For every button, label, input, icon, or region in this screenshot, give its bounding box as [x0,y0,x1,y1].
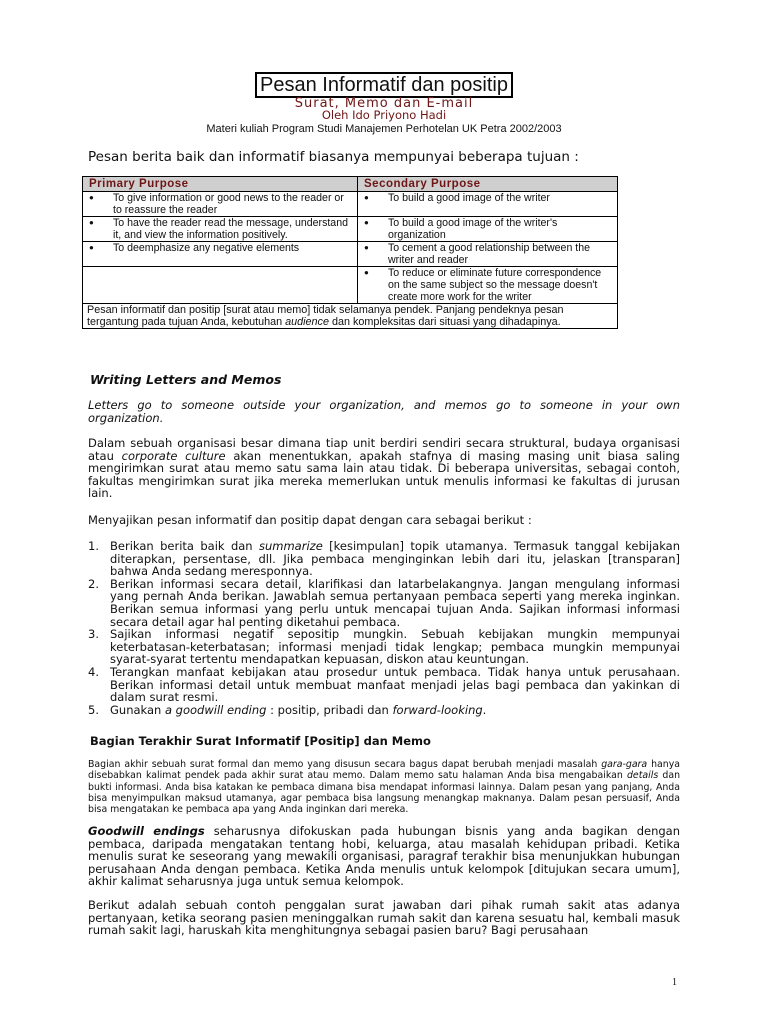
table-cell: To build a good image of the writer [388,192,550,204]
table-cell: To cement a good relationship between the writer and reader [388,242,591,266]
secondary-purpose-header: Secondary Purpose [358,177,618,192]
table-cell: To build a good image of the writer's organization [388,217,558,241]
table-cell-empty [83,267,358,304]
table-cell: To reduce or eliminate future correspondence on the same subject so the message doesn't create more work for the writer [388,267,602,303]
closing-paragraph: Bagian akhir sebuah surat formal dan memo yang disusun secara bagus dapat berubah menjadi masalah gara-gara hanya disebabkan kalimat pendek pada akhir surat atau memo. Dalam memo satu halaman Anda bisa mengabaikan details dan bukti informasi. Anda bisa katakan ke pembaca dimana bisa mendapat informasi lainnya. Dalam pesan yang panjang, Anda bisa menyimpulkan maksud utamanya, agar pembaca bisa langsung menangkap maknanya. Dalam pesan persuasif, Anda bisa mengatakan ke pembaca apa yang Anda inginkan dari mereka. [88,759,681,816]
author: Oleh Ido Priyono Hadi [321,108,447,122]
steps-list [88,540,680,716]
bullet-icon: ● [364,243,369,252]
bullet-icon: ● [364,218,369,227]
table-cell: To deemphasize any negative elements [113,242,300,254]
subtitle: Surat, Memo dan E-mail [294,96,474,111]
table-row [83,192,618,217]
bullet-icon: ● [89,193,94,202]
presentation-paragraph: Menyajikan pesan informatif dan positip dapat dengan cara sebagai berikut : [88,513,532,527]
list-item: 1. Berikan berita baik dan summarize [kesimpulan] topik utamanya. Termasuk tanggal kebijakan diterapkan, persentase, dll. Jika pembaca menginginkan lebih dari itu, jelaskan [transparan] bahwa Anda sedang meresponnya. [88,539,681,579]
bullet-icon: ● [364,193,369,202]
list-item: 3. Sajikan informasi negatif sepositip mungkin. Sebuah kebijakan mungkin mempunyai keterbatasan-keterbatasan; informasi menjadi tidak lengkap; pembaca mungkin mempunyai syarat-syarat tertentu mendapatkan kepuasan, diskon atau keuntungan. [88,627,680,667]
goodwill-paragraph: Goodwill endings seharusnya difokuskan pada hubungan bisnis yang anda bagikan dengan pembaca, daripada mengatakan tentang hobi, keluarga, atau masalah kehidupan pribadi. Ketika menulis surat ke seseorang yang mewakili organisasi, paragraf terakhir bisa menunjukkan hubungan perusahaan Anda dengan pembaca. Ketika Anda menulis untuk kelompok [ditujukan secara umum], akhir kalimat seharusnya juga untuk semua kelompok. [88,824,680,889]
list-item: 4. Terangkan manfaat kebijakan atau prosedur untuk pembaca. Tidak hanya untuk perusahaan. Berikan informasi detail untuk membuat manfaat menjadi jelas bagi pembaca dan yakinkan di dalam surat resmi. [88,664,680,705]
page-number: 1 [672,977,677,988]
intro-line: Pesan berita baik dan informatif biasanya mempunyai beberapa tujuan : [88,149,579,165]
table-row [83,242,618,267]
page-title: Pesan Informatif dan positip [255,72,513,98]
organization-paragraph: Dalam sebuah organisasi besar dimana tiap unit berdiri sendiri secara struktural, budaya organisasi atau corporate culture akan menentukkan, apakah stafnya di masing masing unit biasa saling mengirimkan surat atau memo satu sama lain atau tidak. Di beberapa universitas, sebagai contoh, fakultas mengirimkan surat jika mereka memerlukan untuk menulis informasi ke fakultas di jurusan lain. [88,436,680,501]
list-item: 5. Gunakan a goodwill ending : positip, pribadi dan forward-looking. [88,702,487,717]
bullet-icon: ● [89,218,94,227]
table-cell: To give information or good news to the reader or to reassure the reader [113,192,344,216]
table-cell: To have the reader read the message, understand it, and view the information positively. [113,217,348,241]
bullet-icon: ● [89,243,94,252]
course-info: Materi kuliah Program Studi Manajemen Perhotelan UK Petra 2002/2003 [206,123,562,135]
letters-memos-paragraph: Letters go to someone outside your organization, and memos go to someone in your own organization. [88,398,680,425]
list-item: 2. Berikan informasi secara detail, klarifikasi dan latarbelakangnya. Jangan mengulang informasi yang pernah Anda berikan. Jawablah semua pertanyaan pembaca seperti yang mereka inginkan. Berikan semua informasi yang perlu untuk mencapai tujuan Anda. Sajikan informasi informasi secara detail agar hal penting diketahui pembaca. [88,576,680,629]
bullet-icon: ● [364,268,369,277]
table-row [83,267,618,304]
section-heading-writing: Writing Letters and Memos [90,372,282,387]
primary-purpose-header: Primary Purpose [83,177,358,192]
example-paragraph: Berikut adalah sebuah contoh penggalan surat jawaban dari pihak rumah sakit atas adanya pertanyaan, ketika seorang pasien meninggalkan rumah sakit dan karena sesuatu hal, kembali masuk rumah sakit lagi, haruskah kita menghitungnya sebagai pasien baru? Bagi perusahaan [88,898,680,938]
purpose-table [82,176,618,329]
section-heading-closing: Bagian Terakhir Surat Informatif [Positip] dan Memo [90,734,431,748]
table-row [83,217,618,242]
table-note-row [83,304,618,329]
table-note: Pesan informatif dan positip [surat atau memo] tidak selamanya pendek. Panjang pendeknya pesan tergantung pada tujuan Anda, kebutuhan audience dan kompleksitas dari situasi yang dihadapinya. [83,304,618,329]
